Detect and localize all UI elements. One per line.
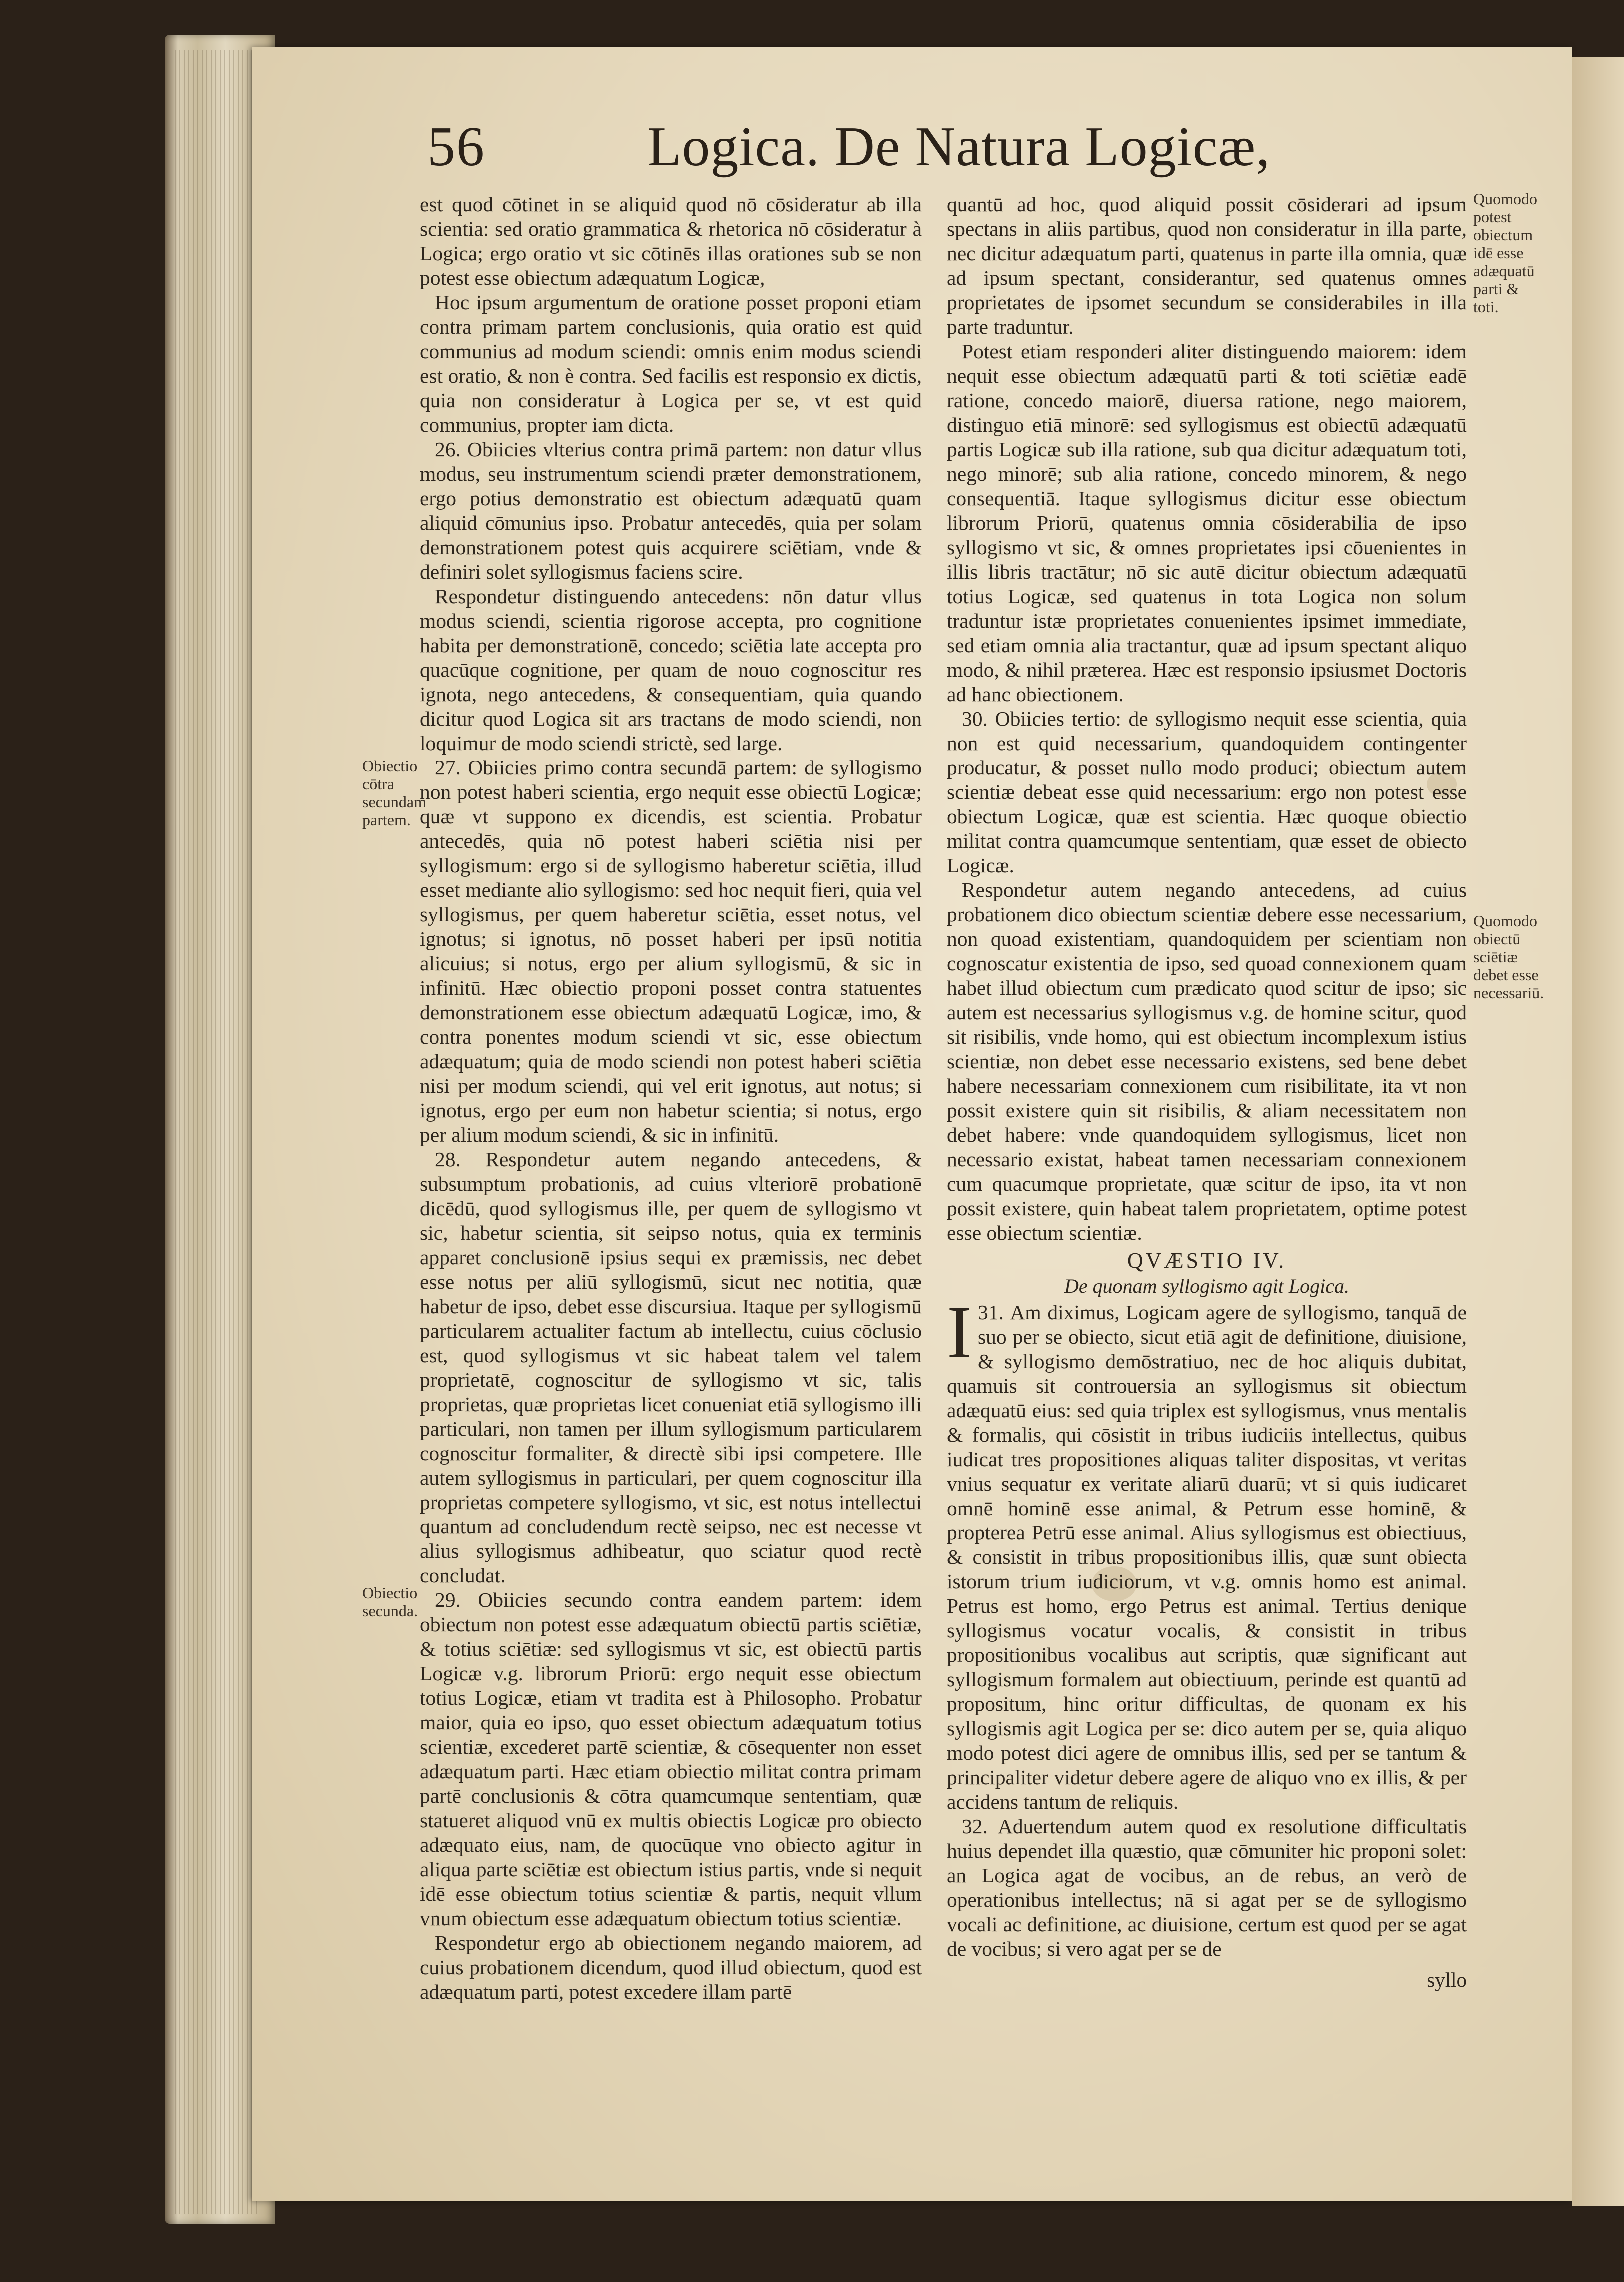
paragraph-text: Am diximus, Logicam agere de syllogismo, tanquā de suo per se obiecto, sicut etiā agit de definitione, diuisione, & syllogismo demōstratiuo, nec de hoc aliquis dubitat, quamuis sit controuersia an syllogismus sit obiectum adæquatū eius: sed quia triplex est syllogismus, vnus mentalis & formalis, qui cōsistit in tribus iudiciis intellectus, quibus iudicat tres propositiones aliquas taliter dispositas, vt veritas vnius sequatur ex veritate aliarū duarū; vt si quis iudicaret omnē hominē esse animal, & Petrum esse hominē, & propterea Petrū esse animal. Alius syllogismus est obiectiuus, & consistit in tribus propositionibus illis, quæ sunt obiecta istorum trium iudiciorum, vt v.g. omnis homo est animal. Petrus est homo, ergo Petrus est animal. Tertius denique syllogismus vocatur vocalis, & consistit in tribus propositionibus vocalibus aut scriptis, quæ significant aut syllogismum formalem aut obiectiuum, perinde est quantū ad propositum, hinc oritur difficultas, de quonam ex his syllogismis agit Logica per se: dico autem per se, quia aliquo modo potest dici agere de omnibus illis, sed per se tantum & principaliter videtur debere agere de aliquo vno ex illis, & per accidens tantum de reliquis. xyxy=(947,1301,1467,1813)
quaestio-heading: QVÆSTIO IV. xyxy=(1127,1248,1287,1273)
paragraph: Respondetur distinguendo antecedens: nōn datur vllus modus sciendi, scientia rigorose accepta, pro cognitione habita per demonstrationē, concedo; sciētia late accepta pro quacūque cognitione, per quam de nouo cognoscitur res ignota, nego antecedens, & consequentiam, quia quando dicitur quod Logica sit ars tractans de modo sciendi, non loquimur de modo sciendi strictè, sed large. xyxy=(420,585,922,755)
paragraph: 30. Obiicies tertio: de syllogismo nequit esse scientia, quia non est quid necessarium, quandoquidem contingenter producatur, & posset nullo modo produci; obiectum autem scientiæ debeat esse quid necessarium: ergo non potest esse obiectum Logicæ, quæ est scientia. Hæc quoque obiectio militat contra quamcumque sententiam, quæ esset de obiecto Logicæ. xyxy=(947,707,1467,877)
page-stack-lines xyxy=(175,50,260,2214)
margin-note-left: Obiectio cōtra secundam partem. xyxy=(362,757,426,829)
paragraph: Hoc ipsum argumentum de oratione posset proponi etiam contra primam partem conclusionis, quia oratio est quid communius ad modum sciendi: omnis enim modus sciendi est oratio, & non è contra. Sed facilis est responsio ex dictis, quia non consideratur à Logica per se, vt est quid communius, propter iam dicta. xyxy=(420,291,922,436)
paragraph: 27. Obiicies primo contra secundā partem: de syllogismo non potest haberi scientia, ergo nequit esse obiectū Logicæ; quæ vt suppono ex dicendis, est scientia. Probatur antecedēs, quia nō potest haberi sciētia nisi per syllogismum: ergo si de syllogismo haberetur sciētia, illud esset mediante alio syllogismo: sed hoc nequit fieri, quia vel syllogismus, per quem haberetur sciētia, esset notus, vel ignotus; si ignotus, nō posset haberi per ipsū notitia alicuius; si notus, ergo per alium syllogismū, & sic in infinitū. Hæc obiectio proponi posset contra statuentes demonstrationem esse obiectum adæquatū Logicæ, imo, & contra ponentes modum sciendi vt sic, esse obiectum adæquatum; quia de modo sciendi non potest haberi sciētia nisi per modum sciendi, qui vel erit ignotus, aut notus; si ignotus, ergo per eum non habetur scientia; si notus, ergo per alium modum sciendi, & sic in infinitū. xyxy=(420,756,922,1146)
paragraph-number: 31. xyxy=(977,1301,1004,1324)
paragraph: 28. Respondetur autem negando antecedens, & subsumptum probationis, ad cuius vlteriorē probationē dicēdū, quod syllogismus ille, per quem de syllogismo vt sic, habetur scientia, sit seipso notus, quia ex terminis apparet conclusionē ipsius sequi ex præmissis, nec debet esse notus per aliū syllogismū, sicut nec notitia, quæ habetur de ipso, debet esse discursiua. Itaque per syllogismū particularem actualiter factum ab intellectu, cuius cōclusio est, quod syllogismus vt sic habeat talem vel talem proprietatē, cognoscitur de syllogismo vt sic, talis proprietas, quæ proprietas licet conueniat etiā syllogismo illi particulari, non tamen per illum syllogismum particularem cognoscitur formaliter, & directè sibi ipsi competere. Ille autem syllogismus in particulari, per quem cognoscitur illa proprietas competere syllogismo, vt sic, est notus intellectui quantum ad concludendum rectè seipso, nec est necesse vt alius syllogismus adhibeatur, quo sciatur quod rectè concludat. xyxy=(420,1148,922,1587)
margin-note-left: Obiectio secunda. xyxy=(362,1584,418,1620)
paragraph: Respondetur autem negando antecedens, ad cuius probationem dico obiectum scientiæ debere esse necessarium, non quoad existentiam, quandoquidem per scientiam non cognoscatur existentia de ipso, sed quoad connexionem quam habet illud obiectum cum prædicato quod scitur de ipso; sic autem est necessarius syllogismus v.g. de homine scitur, quod sit risibilis, vnde homo, qui est obiectum incomplexum istius scientiæ, non debet esse necessario existens, sed bene debet habere necessariam connexionem cum risibilitate, ita vt non possit existere quin sit risibilis, & aliam necessitatem non debet habere: vnde quandoquidem syllogismus, licet non necessario existat, habeat tamen necessariam connexionem cum quacumque proprietate, quæ scitur de ipso, ita vt non possit existere, quin habeat talem proprietatem, optime potest esse obiectum scientiæ. xyxy=(947,878,1467,1244)
catchword: syllo xyxy=(1427,1968,1467,1991)
paragraph: 26. Obiicies vlterius contra primā partem: non datur vllus modus, seu instrumentum sciendi præter demonstrationem, ergo potius demonstratio est obiectum adæquatū quam aliquid cōmunius ipso. Probatur antecedēs, quia per solam demonstrationem potest quis acquirere sciētiam, vnde & definiri solet syllogismus faciens scire. xyxy=(420,438,922,583)
running-head xyxy=(427,115,1327,180)
drop-cap: I xyxy=(947,1291,972,1374)
page-number: 56 xyxy=(427,116,485,178)
facing-page-edge xyxy=(1572,57,1624,2206)
quaestio-subheading: De quonam syllogismo agit Logica. xyxy=(1064,1275,1349,1297)
page-title: Logica. De Natura Logicæ, xyxy=(647,116,1271,178)
paragraph: Respondetur ergo ab obiectionem negando maiorem, ad cuius probationem dicendum, quod illud obiectum, quod est adæquatum parti, potest excedere illam partē xyxy=(420,1931,922,2003)
paragraph: Potest etiam responderi aliter distinguendo maiorem: idem nequit esse obiectum adæquatū parti & toti sciētiæ eadē ratione, concedo maiorē, diuersa ratione, nego maiorem, distinguo etiā minorē: sed syllogismus est obiectū adæquatū partis Logicæ sub illa ratione, sub qua dicitur adæquatum toti, nego minorē; sub alia ratione, concedo minorem, & nego consequentiā. Itaque syllogismus dicitur esse obiectum librorum Priorū, quatenus omnia cōsiderabilia de ipso syllogismo vt sic, & omnes proprietates ipsi cōuenientes in illis libris tractātur; nō sic autē dicitur obiectum adæquatū totius Logicæ, sed quatenus in tota Logica non solum traduntur istæ proprietates conuenientes ipsimet immediate, sed etiam omnia alia tractantur, quæ ad ipsum spectant aliquo modo, & nihil præterea. Hæc est responsio ipsiusmet Doctoris ad hanc obiectionem. xyxy=(947,340,1467,706)
left-column xyxy=(420,192,922,2004)
paragraph: quantū ad hoc, quod aliquid possit cōsiderari ad ipsum spectans in aliis partibus, quod non consideratur in illa parte, nec dicitur adæquatum parti, quatenus in parte illa omnia, quæ ad ipsum spectant, considerantur, sed quatenus omnes proprietates de ipsomet secundum se considerabiles in illa parte traduntur. xyxy=(947,193,1467,338)
paragraph: est quod cōtinet in se aliquid quod nō cōsideratur ab illa scientia: sed oratio grammatica & rhetorica nō cōsideratur à Logica; ergo oratio vt sic cōtinēs illas orationes sub se non potest esse obiectum adæquatum Logicæ, xyxy=(420,193,922,289)
quaestio-first-paragraph xyxy=(947,1291,1467,1814)
paragraph: 29. Obiicies secundo contra eandem partem: idem obiectum non potest esse adæquatum obiectū partis sciētiæ, & totius sciētiæ: sed syllogismus vt sic, est obiectū partis Logicæ v.g. librorum Priorū: ergo nequit esse obiectum totius Logicæ, etiam vt tradita est à Philosopho. Probatur maior, quia eo ipso, quo esset obiectum adæquatum totius scientiæ, excederet partē scientiæ, & cōsequenter non esset adæquatum parti. Hæc etiam obiectio militat contra primam partē conclusionis & cōtra quamcumque sententiam, quæ statueret aliquod vnū ex multis obiectis Logicæ pro obiecto adæquato eius, nam, de quocūque vno obiecto agitur in aliqua parte sciētiæ est obiectum istius partis, vnde si nequit idē esse obiectum totius scientiæ & partis, nequit vllum vnum obiectum esse adæquatum obiectum totius scientiæ. xyxy=(420,1588,922,1930)
margin-note-right: Quomodo potest obiectum idē esse adæquatū parti & toti. xyxy=(1473,190,1537,316)
margin-note-right: Quomodo obiectū sciētiæ debet esse necessariū. xyxy=(1473,912,1544,1002)
right-column xyxy=(947,192,1467,1991)
paragraph: 32. Aduertendum autem quod ex resolutione difficultatis huius dependet illa quæstio, quæ cōmuniter hic proponi solet: an Logica agat de vocibus, an de rebus, an verò de operationibus intellectus; nā si agat per se de syllogismo vocali ac definitione, ac diuisione, certum est quod per se agat de vocibus; si vero agat per se de xyxy=(947,1815,1467,1960)
